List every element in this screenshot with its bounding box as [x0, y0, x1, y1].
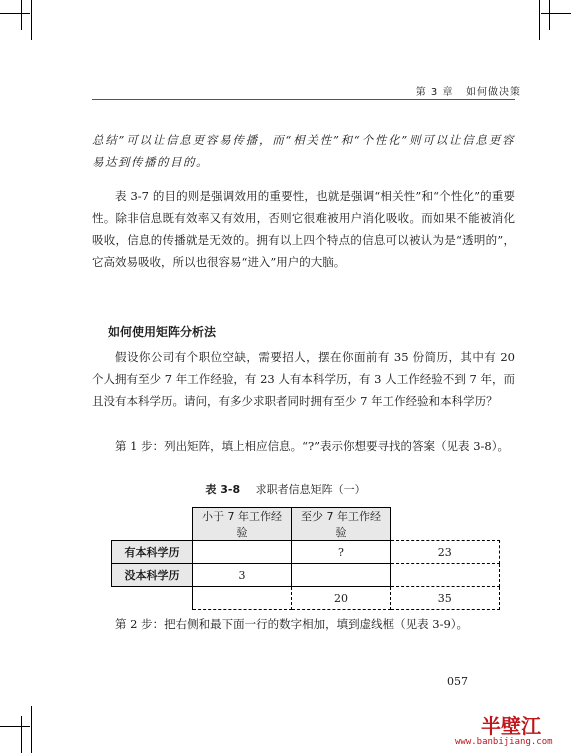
- table-caption: [0, 481, 571, 497]
- crop-mark: [21, 716, 22, 753]
- table-title: 求职者信息矩阵（一）: [255, 483, 366, 496]
- row-label: 没本科学历: [112, 564, 193, 587]
- paragraph: 总结”可以让信息更容易传播，而“相关性”和“个性化”则可以让信息更容易达到传播的目的。: [92, 133, 515, 169]
- crop-mark: [31, 706, 32, 753]
- table-corner-cell: [112, 587, 193, 610]
- column-total-cell: [193, 587, 292, 610]
- column-header: 至少 7 年工作经验: [292, 508, 391, 541]
- chapter-number: 第 3 章: [415, 87, 454, 98]
- table-cell: [292, 564, 391, 587]
- table-cell: 3: [193, 564, 292, 587]
- page-number: 057: [447, 675, 468, 688]
- watermark-url: www.banbijiang.com: [455, 737, 553, 747]
- column-header: 小于 7 年工作经验: [193, 508, 292, 541]
- row-total-cell: 23: [391, 541, 500, 564]
- header-rule: [92, 99, 515, 100]
- table-row: [112, 564, 500, 587]
- crop-mark: [0, 13, 30, 14]
- grand-total-cell: 35: [391, 587, 500, 610]
- paragraph: 第 2 步：把右侧和最下面一行的数字相加，填到虚线框（见表 3-9）。: [115, 617, 469, 631]
- table-corner-cell: [391, 508, 500, 541]
- section-heading: 如何使用矩阵分析法: [108, 325, 217, 339]
- crop-mark: [0, 726, 30, 727]
- crop-mark: [539, 0, 540, 40]
- table-row: [112, 587, 500, 610]
- running-header: [416, 83, 521, 98]
- row-label: 有本科学历: [112, 541, 193, 564]
- row-total-cell: [391, 564, 500, 587]
- crop-mark: [21, 0, 22, 30]
- table-number: 表 3-8: [205, 483, 241, 496]
- table-cell: ?: [292, 541, 391, 564]
- table-corner-cell: [112, 508, 193, 541]
- column-total-cell: 20: [292, 587, 391, 610]
- crop-mark: [31, 0, 32, 40]
- watermark-logo: 半壁江: [481, 714, 541, 738]
- crop-mark: [541, 13, 571, 14]
- chapter-title: 如何做决策: [466, 87, 521, 98]
- table-row: [112, 541, 500, 564]
- paragraph: 表 3-7 的目的则是强调效用的重要性，也就是强调“相关性”和“个性化”的重要性。除非信息既有效率又有效用，否则它很难被用户消化吸收。而如果不能被消化吸收，信息的传播就是无效的。拥有以上四个特点的信息可以被认为是“透明的”，它高效易吸收，所以也很容易“进入”用户的大脑。: [92, 189, 515, 269]
- paragraph: 第 1 步：列出矩阵，填上相应信息。“?”表示你想要寻找的答案（见表 3-8）。: [115, 439, 509, 453]
- crop-mark: [549, 0, 550, 30]
- candidate-matrix-table: [111, 507, 500, 610]
- paragraph: 假设你公司有个职位空缺，需要招人，摆在你面前有 35 份简历，其中有 20 个人拥有至少 7 年工作经验，有 23 人有本科学历，有 3 人工作经验不到 7 年，而且没有本科学历。请问，有多少求职者同时拥有至少 7 年工作经验和本科学历？: [92, 350, 515, 408]
- table-row: [112, 508, 500, 541]
- table-cell: [193, 541, 292, 564]
